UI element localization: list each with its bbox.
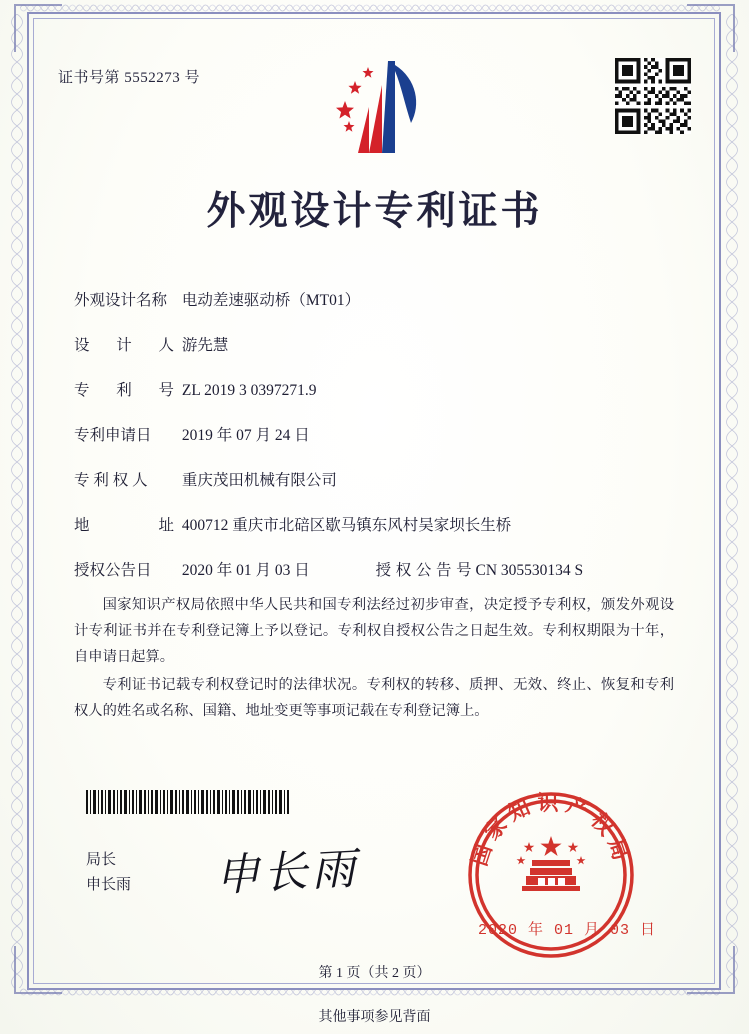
page-title: 外观设计专利证书 xyxy=(206,190,543,233)
signature-role-label: 局长 xyxy=(86,852,117,868)
qr-code-icon xyxy=(615,58,691,134)
field-row-patentee xyxy=(74,458,684,503)
handwritten-signature: 申长雨 xyxy=(214,844,361,901)
body-text xyxy=(74,592,674,726)
corner-ornament-top-right xyxy=(687,4,735,52)
cnipa-logo-icon xyxy=(325,55,435,160)
field-label-grant-number: 授权公告号 xyxy=(375,562,472,579)
field-label-designer: 设 计 人 xyxy=(74,337,174,354)
field-row-application-date xyxy=(74,413,684,458)
barcode-icon xyxy=(86,790,291,814)
field-row-address xyxy=(74,503,684,548)
field-list xyxy=(74,278,684,593)
field-value-patent-number: ZL 2019 3 0397271.9 xyxy=(181,382,317,399)
field-row-design-name xyxy=(74,278,684,323)
body-paragraph-2: 专利证书记载专利权登记时的法律状况。专利权的转移、质押、无效、终止、恢复和专利权人的姓名或名称、国籍、地址变更等事项记载在专利登记簿上。 xyxy=(74,677,674,719)
field-label-address: 地 址 xyxy=(74,517,174,534)
page-number: 第 1 页（共 2 页） xyxy=(318,966,431,981)
field-row-patent-number xyxy=(74,368,684,413)
field-row-designer xyxy=(74,323,684,368)
field-value-address: 400712 重庆市北碚区歇马镇东风村吴家坝长生桥 xyxy=(181,517,512,534)
footer-note: 其他事项参见背面 xyxy=(318,1010,431,1025)
field-value-grant-number: CN 305530134 S xyxy=(475,562,584,579)
field-value-patentee: 重庆茂田机械有限公司 xyxy=(181,472,337,489)
field-label-design-name: 外观设计名称 xyxy=(74,292,168,309)
field-label-grant-date: 授权公告日 xyxy=(74,562,152,579)
seal-date: 2020 年 01 月 03 日 xyxy=(478,922,657,939)
signature-labels xyxy=(86,848,131,898)
corner-ornament-top-left xyxy=(14,4,62,52)
field-value-application-date: 2019 年 07 月 24 日 xyxy=(181,427,310,444)
certificate-number: 证书号第 5552273 号 xyxy=(58,70,201,86)
field-value-design-name: 电动差速驱动桥（MT01） xyxy=(181,292,361,309)
field-label-patent-number: 专 利 号 xyxy=(74,382,174,399)
body-paragraph-1: 国家知识产权局依照中华人民共和国专利法经过初步审查，决定授予专利权，颁发外观设计专利证书并在专利登记簿上予以登记。专利权自授权公告之日起生效。专利权期限为十年，自申请日起算。 xyxy=(74,597,674,665)
svg-text:国家知识产权局: 国家知识产权局 xyxy=(467,791,635,869)
field-label-application-date: 专利申请日 xyxy=(74,427,152,444)
field-row-grant-announcement xyxy=(74,548,684,593)
decorative-right-band xyxy=(721,14,743,988)
signature-name-label: 申长雨 xyxy=(86,877,132,893)
field-label-patentee: 专 利 权 人 xyxy=(74,472,148,489)
field-value-grant-date: 2020 年 01 月 03 日 xyxy=(181,562,310,579)
field-value-designer: 游先慧 xyxy=(181,337,229,354)
decorative-left-band xyxy=(6,14,28,988)
